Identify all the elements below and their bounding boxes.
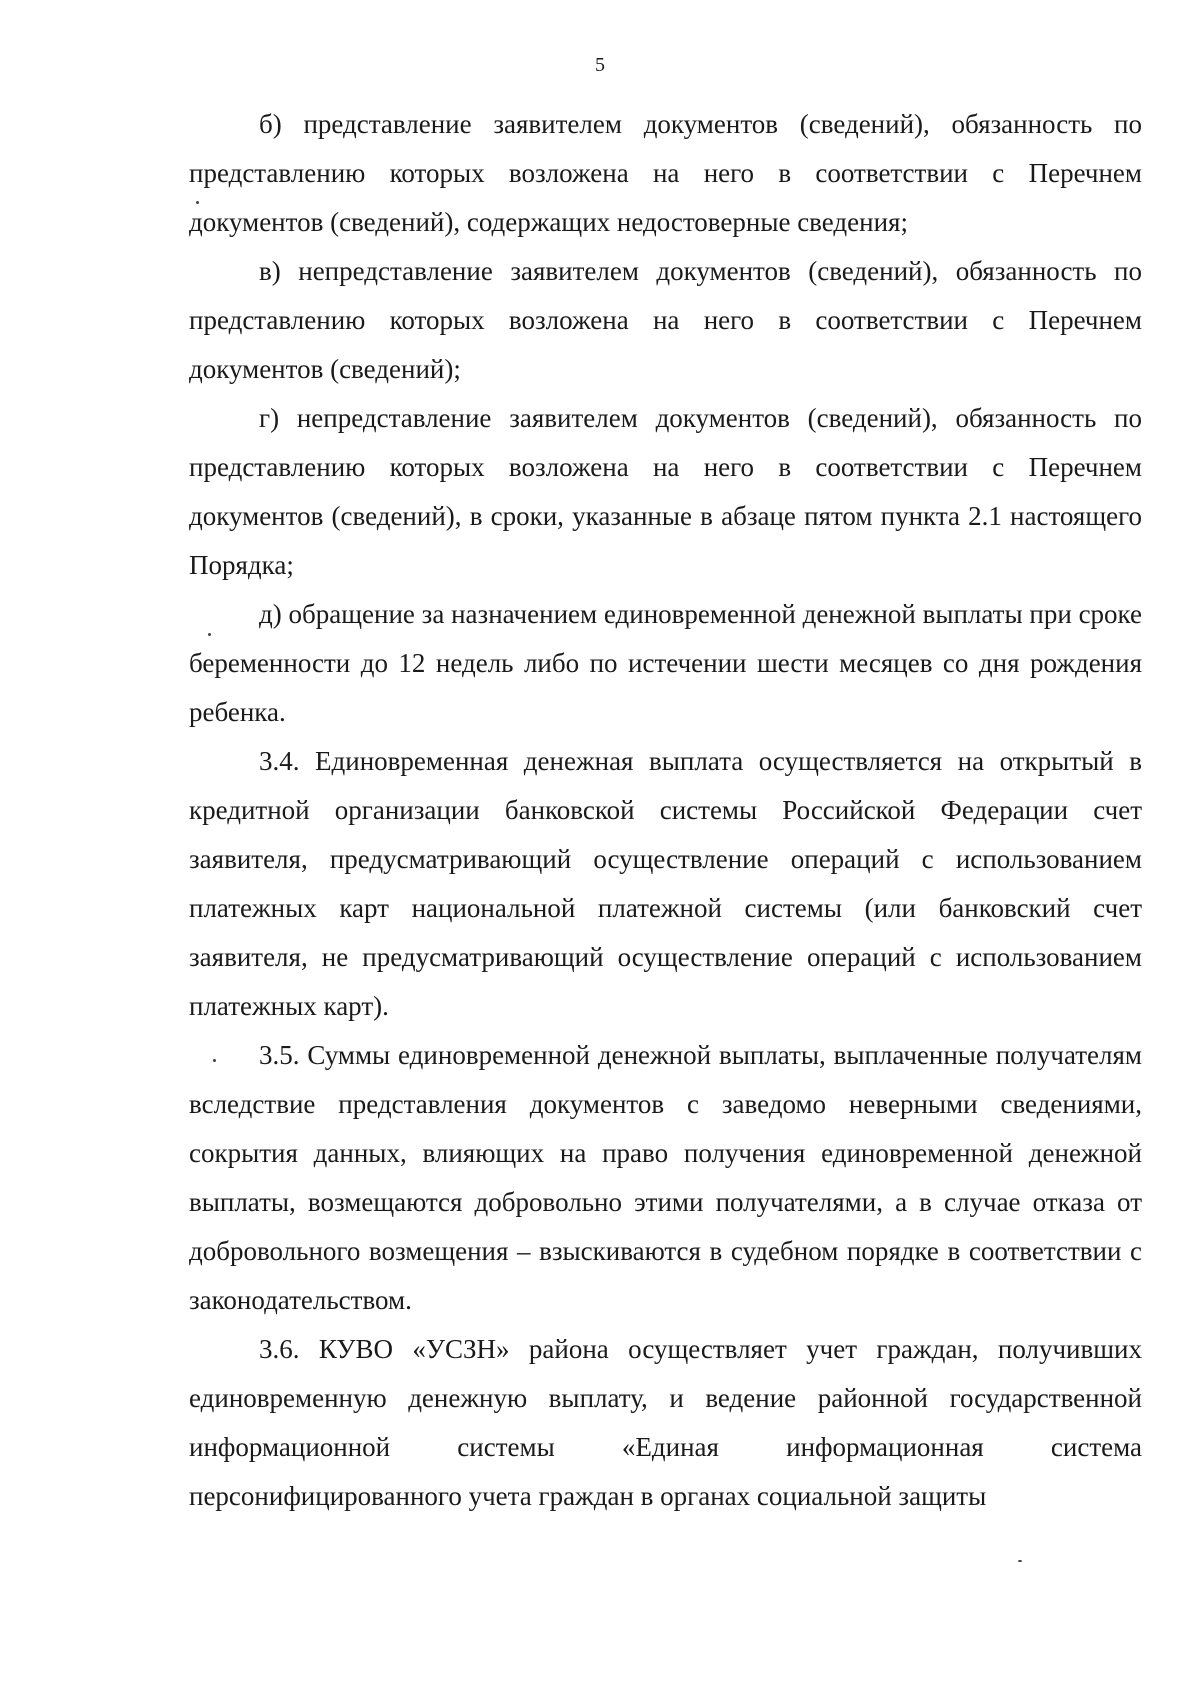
scan-speck — [208, 633, 211, 636]
paragraph-b: б) представление заявителем документов (сведений), обязанность по представлению которых возложена на него в соответствии с Перечнем документов (сведений), содержащих недостоверные сведения; — [189, 109, 1142, 237]
paragraph-g: г) непредставление заявителем документов (сведений), обязанность по представлению которых возложена на него в соответствии с Перечнем документов (сведений), в сроки, указанные в абзаце пятом пункта 2.1 настоящего Порядка; — [189, 403, 1142, 580]
scan-speck — [196, 201, 199, 204]
scan-speck — [1018, 1560, 1022, 1562]
page-number: 5 — [595, 54, 605, 76]
paragraph-3-5: 3.5. Суммы единовременной денежной выплаты, выплаченные получателям вследствие представления документов с заведомо неверными сведениями, сокрытия данных, влияющих на право получения единовременной денежной выплаты, возмещаются добровольно этими получателями, а в случае отказа от добровольного возмещения – взыскиваются в судебном порядке в соответствии с законодательством. — [189, 1040, 1142, 1315]
scan-speck — [213, 1059, 216, 1062]
paragraph-d: д) обращение за назначением единовременной денежной выплаты при сроке беременности до 12 недель либо по истечении шести месяцев со дня рождения ребенка. — [189, 599, 1142, 727]
paragraph-v: в) непредставление заявителем документов (сведений), обязанность по представлению которых возложена на него в соответствии с Перечнем документов (сведений); — [189, 256, 1142, 384]
paragraph-3-4: 3.4. Единовременная денежная выплата осуществляется на открытый в кредитной организации банковской системы Российской Федерации счет заявителя, предусматривающий осуществление операций с использованием платежных карт национальной платежной системы (или банковский счет заявителя, не предусматривающий осуществление операций с использованием платежных карт). — [189, 746, 1142, 1021]
document-body — [189, 100, 1142, 1521]
paragraph-3-6: 3.6. КУВО «УСЗН» района осуществляет учет граждан, получивших единовременную денежную выплату, и ведение районной государственной информационной системы «Единая информационная система персонифицированного учета граждан в органах социальной защиты — [189, 1334, 1142, 1511]
